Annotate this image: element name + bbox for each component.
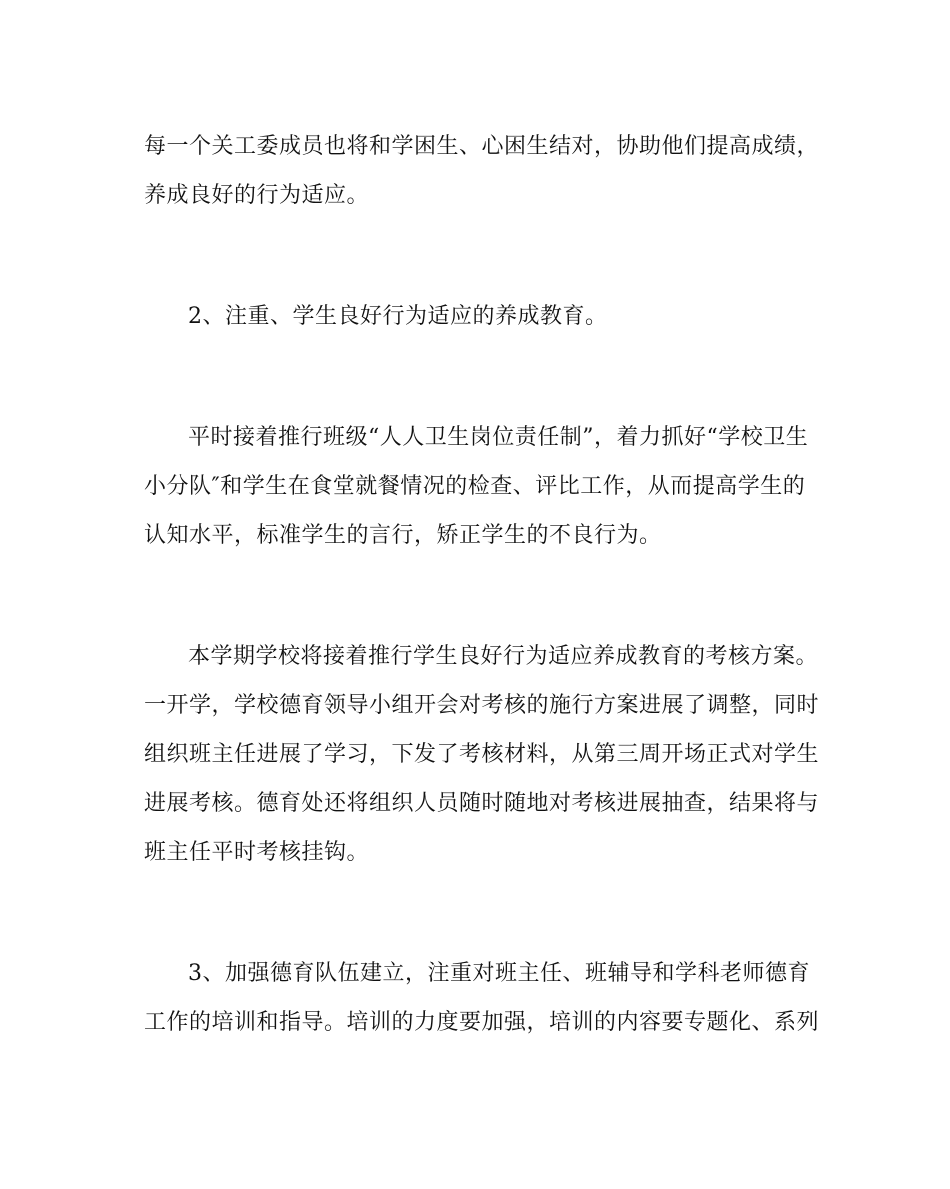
paragraph-3-line-1: 平时接着推行班级“人人卫生岗位责任制”，着力抓好“学校卫生 — [188, 425, 809, 450]
section-3-line-2: 工作的培训和指导。培训的力度要加强，培训的内容要专题化、系列 — [144, 1010, 820, 1035]
paragraph-3-line-3: 认知水平，标准学生的言行，矫正学生的不良行为。 — [144, 523, 662, 548]
section-3-line-1: 3、加强德育队伍建立，注重对班主任、班辅导和学科老师德育 — [188, 961, 810, 986]
paragraph-4-line-2: 一开学，学校德育领导小组开会对考核的施行方案进展了调整，同时 — [144, 693, 820, 718]
section-2-heading: 2、注重、学生良好行为适应的养成教育。 — [188, 304, 608, 329]
paragraph-3-line-2: 小分队″和学生在食堂就餐情况的检查、评比工作，从而提高学生的 — [144, 474, 806, 499]
paragraph-1-line-1: 每一个关工委成员也将和学困生、心困生结对，协助他们提高成绩， — [144, 134, 820, 159]
paragraph-1-line-2: 养成良好的行为适应。 — [144, 183, 370, 208]
paragraph-4-line-1: 本学期学校将接着推行学生良好行为适应养成教育的考核方案。 — [188, 644, 819, 669]
paragraph-4-line-5: 班主任平时考核挂钩。 — [144, 840, 370, 865]
paragraph-4-line-3: 组织班主任进展了学习，下发了考核材料，从第三周开场正式对学生 — [144, 742, 820, 767]
paragraph-4-line-4: 进展考核。德育处还将组织人员随时随地对考核进展抽查，结果将与 — [144, 791, 820, 816]
